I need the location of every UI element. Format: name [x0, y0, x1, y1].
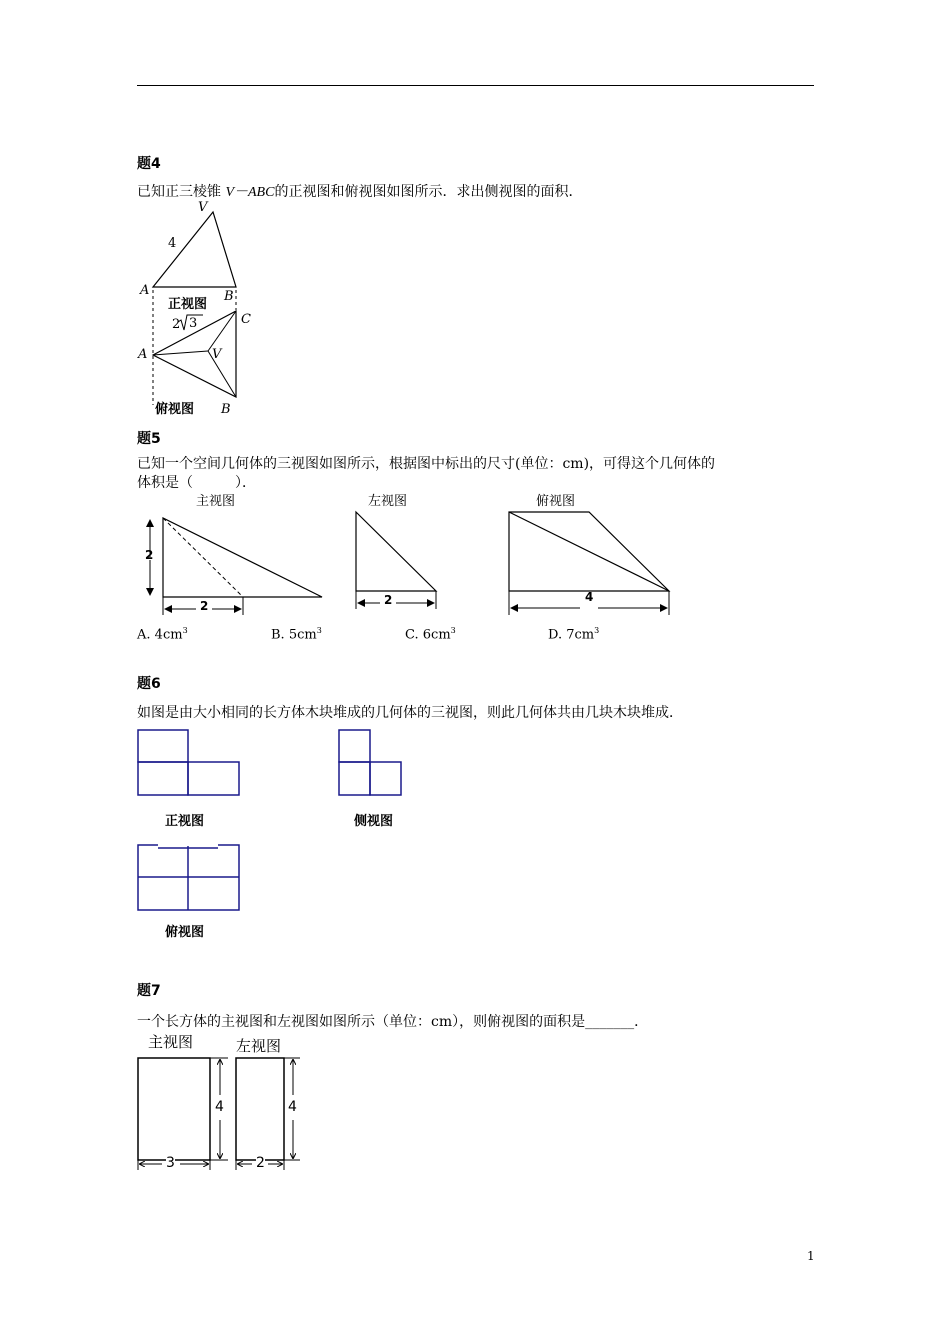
q4-top-view-label: 俯视图	[155, 402, 195, 417]
q5-heading: 题5	[137, 431, 161, 447]
q4-text: 已知正三棱锥 V－ABC的正视图和俯视图如图所示．求出侧视图的面积．	[137, 184, 583, 200]
q5-text-line2: 体积是（ ）．	[137, 475, 256, 491]
q6-top-view-label: 俯视图	[165, 925, 205, 940]
q4-heading: 题4	[137, 156, 161, 172]
q5-option-d: D. $7cm^3$	[548, 626, 600, 643]
q4-label-c: C	[241, 312, 251, 327]
q4-label-v2: V	[212, 347, 222, 362]
q5-dim-4-top: 4	[585, 590, 594, 604]
q5-left-view-label: 左视图	[368, 494, 408, 509]
q5-dim-2-vertical: 2	[145, 548, 154, 562]
q4-front-view-label: 正视图	[168, 297, 208, 312]
q5-dim-2-main: 2	[200, 599, 209, 613]
q7-dim-3: 3	[166, 1155, 175, 1171]
q5-dim-2-left: 2	[384, 593, 393, 607]
q5-top-view-label: 俯视图	[536, 494, 576, 509]
q4-label-a2: A	[138, 347, 148, 362]
q4-label-a1: A	[140, 283, 150, 298]
q4-label-b1: B	[224, 289, 234, 304]
q7-dim-4-left: 4	[288, 1099, 297, 1115]
q7-dim-4-main: 4	[215, 1099, 224, 1115]
q5-text-line1: 已知一个空间几何体的三视图如图所示，根据图中标出的尺寸(单位：cm)，可得这个几何体的	[137, 456, 716, 472]
q4-label-2: 2	[172, 317, 181, 332]
q6-front-view-label: 正视图	[165, 814, 205, 829]
q4-label-sqrt3: 3	[189, 316, 198, 331]
q5-option-a: A. $4cm^3$	[137, 626, 188, 643]
q7-text: 一个长方体的主视图和左视图如图所示（单位：cm），则俯视图的面积是_______．	[137, 1014, 649, 1030]
q6-side-view-label: 侧视图	[354, 814, 394, 829]
q5-option-b: B. $5cm^3$	[271, 626, 322, 643]
q6-heading: 题6	[137, 676, 161, 692]
q5-main-view-label: 主视图	[196, 494, 236, 509]
q7-main-view-label: 主视图	[148, 1033, 194, 1051]
q7-left-view-label: 左视图	[236, 1037, 282, 1055]
q6-text: 如图是由大小相同的长方体木块堆成的几何体的三视图，则此几何体共由几块木块堆成．	[137, 705, 683, 721]
q4-label-4: 4	[168, 236, 177, 251]
q4-label-b2: B	[221, 402, 231, 417]
q4-label-v: V	[198, 200, 208, 215]
q7-dim-2: 2	[256, 1155, 265, 1171]
q7-heading: 题7	[137, 983, 161, 999]
page-number: 1	[807, 1249, 815, 1263]
q5-option-c: C. $6cm^3$	[405, 626, 456, 643]
